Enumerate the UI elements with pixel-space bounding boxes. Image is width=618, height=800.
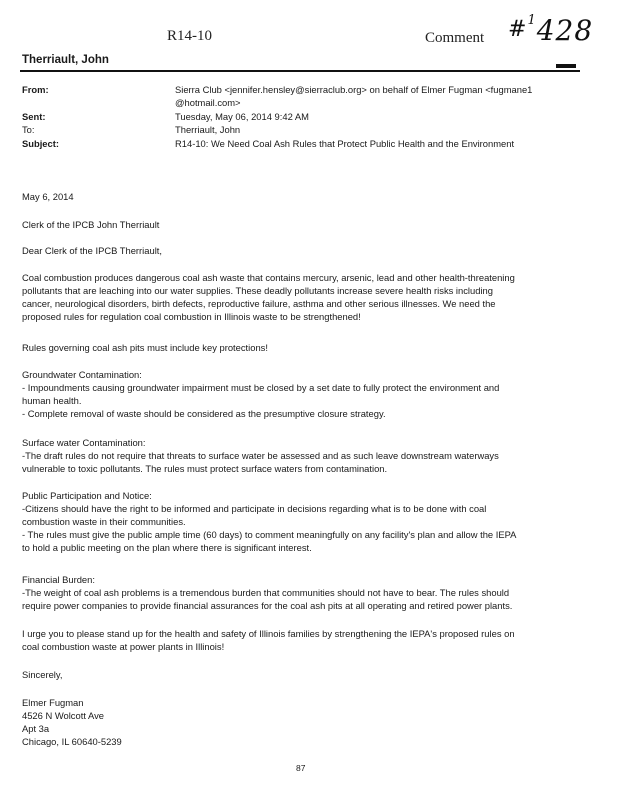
from-line-2: @hotmail.com> — [175, 97, 241, 108]
text-line: I urge you to please stand up for the health and safety of Illinois families by strengthening the IEPA's proposed rules on — [22, 628, 515, 639]
letter-addressee: Clerk of the IPCB John Therriault — [22, 219, 160, 230]
sent-label: Sent: — [22, 111, 46, 122]
public-participation-section — [22, 489, 577, 554]
key-protections: Rules governing coal ash pits must include key protections! — [22, 342, 268, 353]
text-line: cancer, neurological disorders, birth defects, reproductive failure, asthma and other serious illnesses. We need the — [22, 298, 496, 309]
section-heading: Public Participation and Notice: — [22, 490, 152, 501]
text-line: - Impoundments causing groundwater impairment must be closed by a set date to fully protect the environment and — [22, 382, 500, 393]
subject-value: R14-10: We Need Coal Ash Rules that Protect Public Health and the Environment — [175, 138, 515, 149]
text-line: coal combustion waste at power plants in Illinois! — [22, 641, 225, 652]
sender-city: Chicago, IL 60640-5239 — [22, 736, 122, 747]
text-line: vulnerable to toxic pollutants. The rules must protect surface waters from contamination. — [22, 463, 388, 474]
surface-water-section — [22, 436, 577, 475]
intro-paragraph — [22, 271, 577, 323]
section-heading: Surface water Contamination: — [22, 437, 146, 448]
to-label: To: — [22, 124, 35, 135]
from-line-1: Sierra Club <jennifer.hensley@sierraclub.org> on behalf of Elmer Fugman <fugmane1 — [175, 84, 533, 95]
page-number: 87 — [296, 763, 306, 773]
closing-paragraph — [22, 627, 577, 653]
signoff: Sincerely, — [22, 669, 63, 680]
section-heading: Groundwater Contamination: — [22, 369, 142, 380]
text-line: require power companies to provide financial assurances for the coal ash pits at all operating and retired power plants. — [22, 600, 513, 611]
scan-mark — [556, 64, 576, 68]
financial-burden-section — [22, 573, 577, 612]
sender-apt: Apt 3a — [22, 723, 50, 734]
section-heading: Financial Burden: — [22, 574, 95, 585]
subject-label: Subject: — [22, 138, 59, 149]
text-line: human health. — [22, 395, 82, 406]
text-line: - The rules must give the public ample time (60 days) to comment meaningfully on any facility's plan and allow the IEPA — [22, 529, 517, 540]
text-line: - Complete removal of waste should be considered as the presumptive closure strategy. — [22, 408, 386, 419]
handwritten-comment-number — [508, 14, 593, 47]
docket-number: R14-10 — [167, 28, 212, 44]
text-line: Coal combustion produces dangerous coal ash waste that contains mercury, arsenic, lead and other health-threatening — [22, 272, 515, 283]
comment-label: Comment — [425, 30, 485, 46]
handwritten-superscript: 1 — [527, 13, 537, 28]
sender-name: Elmer Fugman — [22, 697, 84, 708]
letter-salutation: Dear Clerk of the IPCB Therriault, — [22, 245, 162, 256]
to-value: Therriault, John — [175, 124, 241, 135]
text-line: pollutants that are leaching into our water supplies. These deadly pollutants increase severe health risks including — [22, 285, 493, 296]
groundwater-section — [22, 368, 577, 420]
text-line: -The draft rules do not require that threats to surface water be assessed and as such leave downstream waterways — [22, 450, 499, 461]
header-divider — [20, 70, 580, 72]
text-line: proposed rules for regulation coal combustion in Illinois waste to be strengthened! — [22, 311, 361, 322]
sent-value: Tuesday, May 06, 2014 9:42 AM — [175, 111, 309, 122]
text-line: -The weight of coal ash problems is a tremendous burden that communities should not have to bear. The rules should — [22, 587, 510, 598]
text-line: -Citizens should have the right to be informed and participate in decisions regarding what is to be done with coal — [22, 503, 487, 514]
handwritten-digits: 428 — [536, 14, 594, 47]
hash-mark: # — [508, 17, 528, 42]
from-label: From: — [22, 84, 49, 95]
recipient-name: Therriault, John — [22, 54, 109, 66]
text-line: to hold a public meeting on the plan where there is significant interest. — [22, 542, 312, 553]
sender-street: 4526 N Wolcott Ave — [22, 710, 104, 721]
sender-address-block — [22, 696, 577, 748]
letter-date: May 6, 2014 — [22, 191, 74, 202]
text-line: combustion waste in their communities. — [22, 516, 186, 527]
